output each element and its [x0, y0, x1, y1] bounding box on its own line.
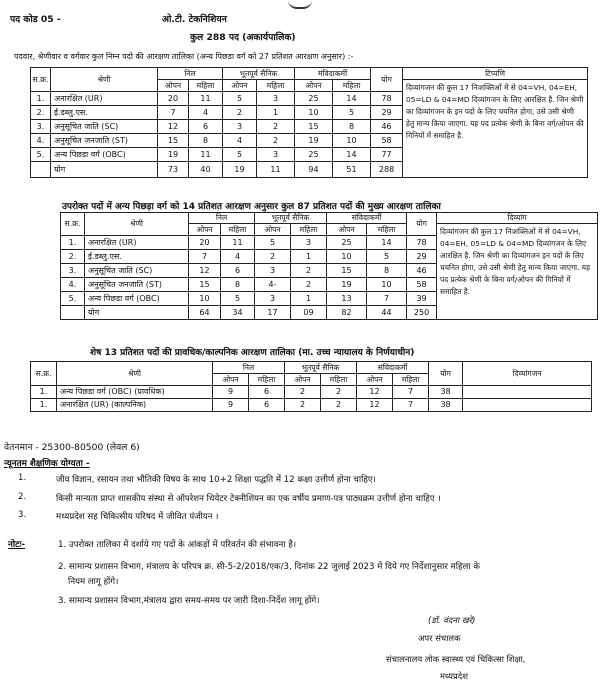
post-name: ओ.टी. टेकनिशियन: [162, 14, 227, 25]
cell: 8: [189, 134, 223, 148]
table2-title: उपरोक्त पदों में अन्य पिछड़ा वर्ग को 14 प्रतिशत आरक्षण अनुसार कुल 87 प्रतिशत पदों की मुख्य आरक्षण तालिका: [62, 202, 441, 212]
col-sn: स.क्र.: [31, 68, 51, 92]
row-sn: 2.: [31, 106, 51, 120]
cell-total: 58: [407, 278, 437, 292]
cell: 3: [223, 120, 257, 134]
cell-total: 46: [407, 264, 437, 278]
cell: 15: [189, 278, 221, 292]
reservation-table-1: [30, 67, 588, 178]
col-group-contract: संविदाकर्मी: [357, 362, 429, 374]
col-group-contract: संविदाकर्मी: [327, 213, 407, 224]
cell: 3: [291, 236, 327, 250]
cell: 1: [291, 250, 327, 264]
cell: 51: [333, 162, 371, 178]
col-group-contract: मंविदाकर्मी: [295, 68, 371, 80]
col-total: योग: [429, 362, 463, 386]
cell: 12: [357, 399, 393, 412]
cell: 15: [327, 264, 367, 278]
cell: 19: [158, 148, 189, 162]
cell: 6: [249, 386, 285, 399]
cell: 10: [333, 134, 371, 148]
signature-office: संचालनालय लोक स्वास्थ्य एवं चिकित्सा शिक्षा,: [386, 654, 526, 664]
sub-women: महिला: [189, 80, 223, 92]
cell: 11: [189, 92, 223, 106]
cell-total: 38: [429, 386, 463, 399]
cell: 11: [221, 236, 255, 250]
col-group-nil: निल: [189, 213, 255, 224]
row-category: अनारक्षित (UR): [51, 92, 158, 106]
sub-open: ओपन: [357, 374, 393, 386]
cell: 2: [257, 134, 295, 148]
row-category: ई.डब्लु.एस.: [51, 106, 158, 120]
cell: 5: [333, 106, 371, 120]
cell: 40: [189, 162, 223, 178]
cell: 8: [333, 120, 371, 134]
col-group-ex-servicemen: भूतपूर्व सैनिक: [223, 68, 295, 80]
col-group-nil: निल: [158, 68, 223, 80]
row-sn: 4.: [31, 134, 51, 148]
post-code: पद कोड 05 -: [10, 14, 61, 25]
cell: 1: [257, 106, 295, 120]
cell: 4: [223, 134, 257, 148]
list-item: [18, 492, 26, 502]
cell: 2: [321, 386, 357, 399]
row-sn: 2.: [61, 250, 85, 264]
cell: 3: [257, 92, 295, 106]
reservation-table-2: [60, 212, 598, 320]
cell: 14: [333, 148, 371, 162]
sub-open: ओपन: [213, 374, 249, 386]
cell: 2: [291, 278, 327, 292]
row-category: अनुसूचित जाति (SC): [51, 120, 158, 134]
cell: 4: [189, 106, 223, 120]
col-category: श्रेणी: [57, 362, 213, 386]
qualification-text: मध्यप्रदेश सह चिकित्सीय परिषद में जीवित पंजीयन ।: [56, 512, 219, 522]
row-sn: 4.: [61, 278, 85, 292]
sub-open: ओपन: [158, 80, 189, 92]
col-category: श्रेणी: [85, 213, 189, 236]
cell-total: 77: [371, 148, 403, 162]
row-sn: 3.: [61, 264, 85, 278]
col-group-ex-servicemen: भूतपूर्व सैनिक: [255, 213, 327, 224]
sub-open: ओपन: [189, 224, 221, 236]
sub-open: ओपन: [285, 374, 321, 386]
row-sn: 3.: [31, 120, 51, 134]
cell: 20: [158, 92, 189, 106]
row-category: अनुसूचित जनजाति (ST): [51, 134, 158, 148]
cell: 1: [291, 292, 327, 306]
sub-open: ओपन: [295, 80, 333, 92]
cell: 2: [223, 106, 257, 120]
signature-designation: अपर संचालक: [418, 633, 461, 643]
cell: 5: [223, 92, 257, 106]
cell: 7: [393, 399, 429, 412]
top-mark: [288, 0, 312, 9]
row-sn: 1.: [31, 92, 51, 106]
provisional-table: [30, 361, 592, 412]
cell: 12: [158, 120, 189, 134]
cell: 5: [221, 292, 255, 306]
cell: 12: [357, 386, 393, 399]
remarks-text: दिव्यांगजन की कुल 17 निःशक्तिओं में से 04=VH, 04=EH, 05=LD & 04=MD दिव्यांगजन के लिए आरक्षित है. जिन श्रेणी का दिव्यांगजन के इन पदो के लिए चयनित होगा, उसे उसी श्रेणी हेतु मान्य किया जाएगा. यह पद प्रत्येक श्रेणी के बिना वर्ग/ओपन की गिनियों में समाहित है.: [403, 80, 588, 178]
cell-total: 58: [371, 134, 403, 148]
cell: 25: [295, 92, 333, 106]
cell: 8: [221, 278, 255, 292]
row-category: अनुसूचित जनजाति (ST): [85, 278, 189, 292]
remarks-text: दिव्यांगजन की कुल 17 निःशक्तिओं में से 04=VH, 04=EH, 05=LD & 04=MD दिव्यांगजन के लिए आरक्षित है. जिन श्रेणी का दिव्यांगजन इन पदों के लिए चयनित होगा, उसे उसी श्रेणी हेतु मान्य किया जाएगा. यह पद प्रत्येक श्रेणी के बिना वर्ग/ओपन की गिनियों में समाहित है.: [437, 224, 598, 320]
cell: 2: [285, 399, 321, 412]
item-number: 3.: [18, 510, 27, 520]
sub-open: ओपन: [255, 224, 291, 236]
sub-women: महिला: [321, 374, 357, 386]
cell: 10: [367, 278, 407, 292]
cell-total: 46: [371, 120, 403, 134]
total-label: योग: [51, 162, 158, 178]
salary-scale: वेतनमान - 25300-80500 (लेवल 6): [4, 442, 140, 453]
col-sn: स.क्र.: [31, 362, 57, 386]
cell: 64: [189, 306, 221, 320]
row-category: अन्य पिछडा वर्ग (OBC): [85, 292, 189, 306]
cell-total: 29: [371, 106, 403, 120]
table-row: [31, 386, 592, 399]
cell: 11: [257, 162, 295, 178]
cell: 5: [367, 250, 407, 264]
qualification-heading: न्यूनतम शैक्षणिक योग्यता -: [4, 459, 90, 469]
note-item: 1. उपरोक्त तालिका में दर्शाये गए पदों के आंकड़ों में परिवर्तन की संभावना है।: [58, 540, 297, 550]
cell: 19: [295, 134, 333, 148]
col-total: योग: [371, 68, 403, 92]
cell-total: 78: [407, 236, 437, 250]
cell: 82: [327, 306, 367, 320]
cell: 10: [327, 250, 367, 264]
cell: 19: [223, 162, 257, 178]
cell: 25: [295, 148, 333, 162]
cell: 9: [213, 399, 249, 412]
cell: 10: [295, 106, 333, 120]
cell: 15: [295, 120, 333, 134]
sub-women: महिला: [367, 224, 407, 236]
table-row: [31, 399, 592, 412]
sub-women: महिला: [291, 224, 327, 236]
list-item: [18, 473, 26, 483]
cell: 73: [158, 162, 189, 178]
sub-women: महिला: [393, 374, 429, 386]
cell: 12: [189, 264, 221, 278]
cell-total: 39: [407, 292, 437, 306]
col-total: योग: [407, 213, 437, 236]
cell: 09: [291, 306, 327, 320]
row-category: अनुसूचित जाति (SC): [85, 264, 189, 278]
row-category: अनारक्षित (UR) (काल्पनिक): [57, 399, 213, 412]
row-sn: 1.: [31, 399, 57, 412]
table3-title: शेष 13 प्रतिशत पदों की प्रावधिक/काल्पनिक आरक्षण तालिका (मा. उच्च न्यायालय के निर्णयाधीन): [90, 348, 415, 358]
total-posts: कुल 288 पद (अकार्यपालिक): [190, 32, 296, 43]
row-category: ई.डब्लु.एस.: [85, 250, 189, 264]
cell: 7: [189, 250, 221, 264]
cell: 3: [255, 292, 291, 306]
cell: 8: [367, 264, 407, 278]
cell: 3: [255, 264, 291, 278]
sub-open: ओपन: [327, 224, 367, 236]
sub-women: महिला: [333, 80, 371, 92]
cell: 13: [327, 292, 367, 306]
cell: 6: [189, 120, 223, 134]
cell: 14: [367, 236, 407, 250]
cell: 2: [255, 250, 291, 264]
cell: 44: [367, 306, 407, 320]
sub-women: महिला: [221, 224, 255, 236]
sub-women: महिला: [257, 80, 295, 92]
cell-total: 288: [371, 162, 403, 178]
cell: 17: [255, 306, 291, 320]
signature-name: (डॉ. वंदना खरे): [428, 615, 476, 625]
cell: 10: [189, 292, 221, 306]
col-group-ex-servicemen: भूतपूर्व सैनिक: [285, 362, 357, 374]
cell: 9: [213, 386, 249, 399]
sub-women: महिला: [249, 374, 285, 386]
col-remarks: टिप्पणि: [403, 68, 588, 80]
cell: 15: [158, 134, 189, 148]
cell: 3: [257, 148, 295, 162]
cell: 6: [221, 264, 255, 278]
cell: 11: [189, 148, 223, 162]
cell: 14: [333, 92, 371, 106]
row-category: अनारक्षित (UR): [85, 236, 189, 250]
cell: 2: [321, 399, 357, 412]
cell: 2: [257, 120, 295, 134]
cell-total: 29: [407, 250, 437, 264]
cell: 2: [291, 264, 327, 278]
cell: 20: [189, 236, 221, 250]
item-number: 2.: [18, 492, 27, 502]
item-number: 1.: [18, 473, 27, 483]
qualification-text: जीव विज्ञान, रसायन तथा भौतिकी विषय के साथ 10+2 शिक्षा पद्धति में 12 कक्षा उत्तीर्ण होना चाहिए।: [56, 475, 376, 485]
cell: 7: [393, 386, 429, 399]
cell: 2: [285, 386, 321, 399]
col-remarks: दिव्यांग: [437, 213, 598, 224]
cell-total: 38: [429, 399, 463, 412]
cell: 19: [327, 278, 367, 292]
row-sn: 1.: [61, 236, 85, 250]
cell: 25: [327, 236, 367, 250]
cell: 4-: [255, 278, 291, 292]
row-category: अन्य पिछडा वर्ग (OBC): [51, 148, 158, 162]
col-category: श्रेणी: [51, 68, 158, 92]
note-item: 2. सामान्य प्रशासन विभाग, मंत्रालय के परिपत्र क्र. सी-5-2/2018/एक/3, दिनांक 22 जुलाई 2023 में दिये गए निर्देशानुसार महिला के: [58, 562, 480, 572]
note-item: नियम लागू होंगे।: [68, 577, 119, 587]
row-sn: 5.: [61, 292, 85, 306]
cell: 7: [367, 292, 407, 306]
intro-text: पदवार, श्रेणीवार व वर्गवार कुल निम्न पदो की आरक्षण तालिका (अन्य पिछडा वर्ग को 27 प्रतिशत आरक्षण अनुसार) :-: [14, 52, 354, 61]
row-sn: 5.: [31, 148, 51, 162]
total-label: योग: [85, 306, 189, 320]
col-sn: स.क्र.: [61, 213, 85, 236]
qualification-text: किसी मान्यता प्राप्त शासकीय संस्था से ऑपरेशन थियेटर टेक्नीशियन का एक वर्षीय प्रमाण-पत्र पाठ्यक्रम उत्तीर्ण होना चाहिए ।: [56, 494, 441, 504]
cell-total: 250: [407, 306, 437, 320]
note-item: 3. सामान्य प्रशासन विभाग,मंत्रालय द्वारा समय-समय पर जारी दिशा-निर्देश लागू होंगे।: [58, 596, 320, 606]
list-item: [18, 510, 26, 520]
cell: 4: [221, 250, 255, 264]
cell: 6: [249, 399, 285, 412]
note-label: नोटः-: [8, 540, 26, 550]
col-remarks: दिव्यांगजन: [463, 362, 592, 386]
cell: 94: [295, 162, 333, 178]
row-sn: 1.: [31, 386, 57, 399]
signature-place: मध्यप्रदेश: [440, 671, 468, 681]
cell: 5: [255, 236, 291, 250]
sub-open: ओपन: [223, 80, 257, 92]
col-group-nil: निल: [213, 362, 285, 374]
cell: 7: [158, 106, 189, 120]
cell-total: 78: [371, 92, 403, 106]
cell: 5: [223, 148, 257, 162]
cell: 34: [221, 306, 255, 320]
row-category: अन्य पिछडा वर्ग (OBC) (प्रावधिक): [57, 386, 213, 399]
